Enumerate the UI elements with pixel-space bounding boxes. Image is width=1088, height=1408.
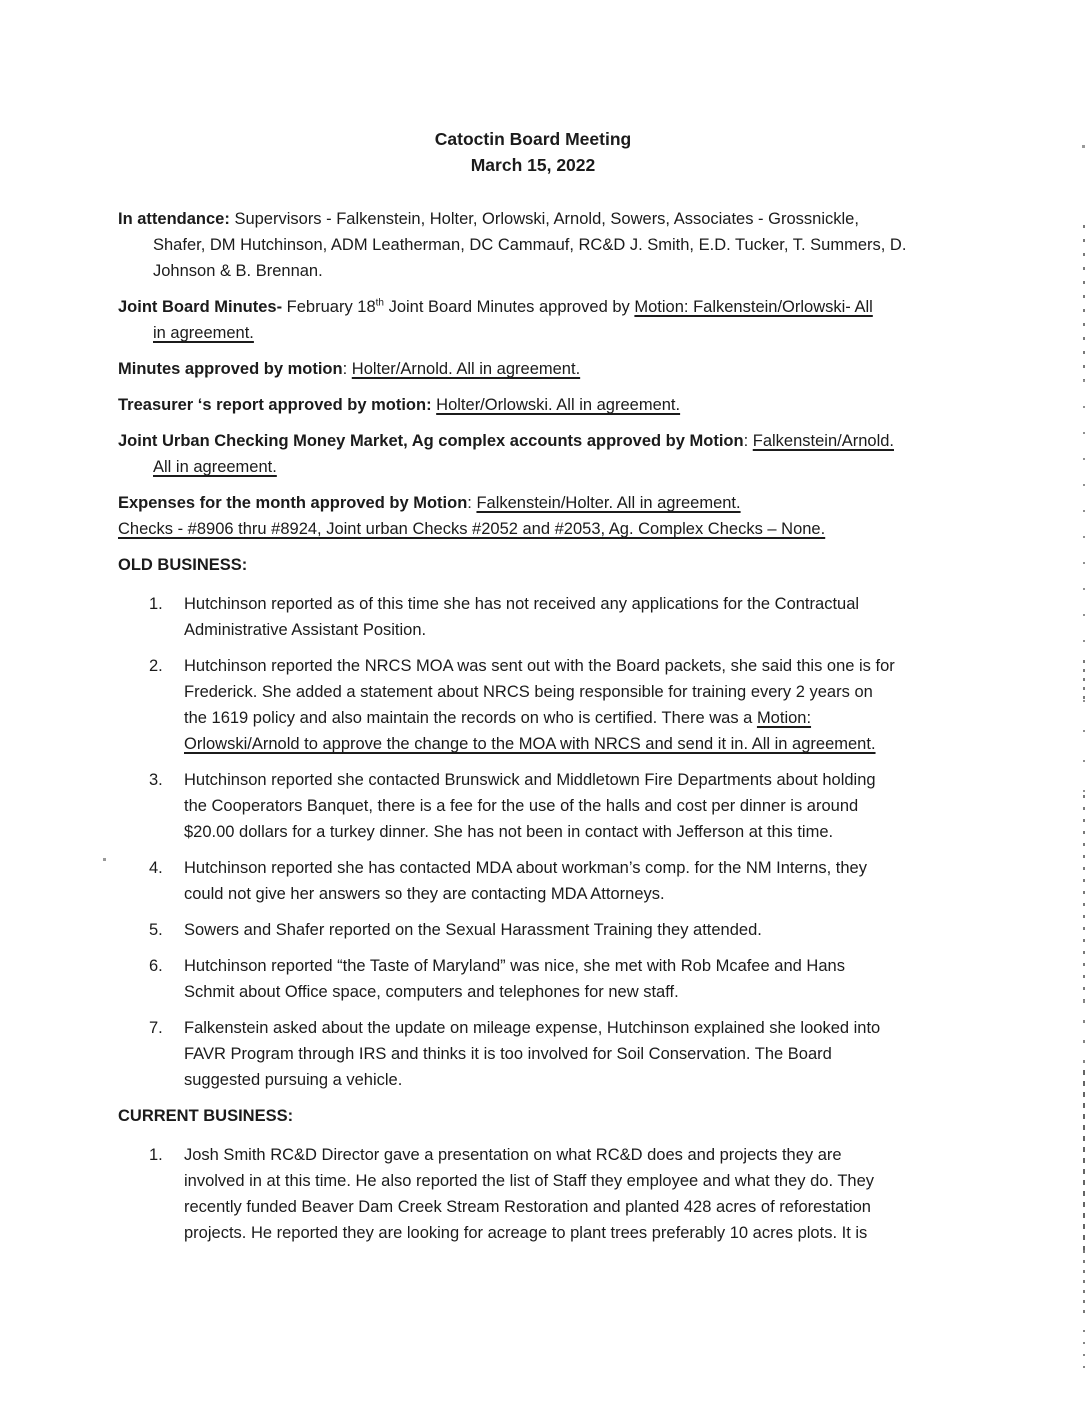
underlined-text: Orlowski/Arnold to approve the change to the MOA with NRCS and send it in. All in agreement. bbox=[184, 735, 876, 753]
list-item-number: 3. bbox=[149, 771, 163, 789]
text-run: : bbox=[342, 360, 352, 378]
list-item-text bbox=[184, 1146, 874, 1242]
text-run: projects. He reported they are looking for acreage to plant trees preferably 10 acres plots. It is bbox=[184, 1224, 868, 1242]
text-run: Frederick. She added a statement about NRCS being responsible for training every 2 years on bbox=[184, 683, 873, 701]
scan-edge-artifact bbox=[1083, 1000, 1085, 1070]
text-run: FAVR Program through IRS and thinks it is too involved for Soil Conservation. The Board bbox=[184, 1045, 832, 1063]
text-run: the 1619 policy and also maintain the records on who is certified. There was a bbox=[184, 709, 757, 727]
numbered-list-item bbox=[118, 953, 1018, 1005]
text-run: Shafer, DM Hutchinson, ADM Leatherman, DC Cammauf, RC&D J. Smith, E.D. Tucker, T. Summers, D. bbox=[153, 236, 907, 254]
bold-label-text: Minutes approved by motion bbox=[118, 360, 343, 378]
scan-edge-artifact bbox=[1083, 1070, 1085, 1250]
text-run: Hutchinson reported as of this time she has not received any applications for the Contractual bbox=[184, 595, 860, 613]
list-item-number: 4. bbox=[149, 859, 163, 877]
text-run: February 18 bbox=[282, 298, 376, 316]
list-item-number: 7. bbox=[149, 1019, 163, 1037]
underlined-text: Falkenstein/Arnold. bbox=[752, 432, 894, 450]
bold-label-text: Treasurer ‘s report approved by motion: bbox=[118, 396, 432, 414]
superscript-text: th bbox=[375, 297, 384, 309]
text-run: Schmit about Office space, computers and telephones for new staff. bbox=[184, 983, 679, 1001]
numbered-list-item bbox=[118, 855, 1018, 907]
text-run: Hutchinson reported “the Taste of Maryland” was nice, she met with Rob Mcafee and Hans bbox=[184, 957, 845, 975]
list-item-text bbox=[184, 771, 876, 841]
scan-edge-artifact bbox=[1083, 225, 1085, 380]
bold-label-text: Expenses for the month approved by Motion bbox=[118, 494, 468, 512]
underlined-text: All in agreement. bbox=[153, 458, 277, 476]
current-business-heading bbox=[118, 1103, 1018, 1129]
numbered-list-item bbox=[118, 653, 1018, 757]
underlined-text: Motion: bbox=[756, 709, 812, 727]
text-run: could not give her answers so they are contacting MDA Attorneys. bbox=[184, 885, 665, 903]
text-run: Hutchinson reported she contacted Brunswick and Middletown Fire Departments about holding bbox=[184, 771, 876, 789]
text-run: Hutchinson reported she has contacted MDA about workman’s comp. for the NM Interns, they bbox=[184, 859, 867, 877]
text-run: involved in at this time. He also reported the list of Staff they employee and what they do. They bbox=[184, 1172, 875, 1190]
document-content bbox=[118, 126, 1018, 1256]
underlined-text: Holter/Arnold. All in agreement. bbox=[351, 360, 581, 378]
underlined-text: Holter/Orlowski. All in agreement. bbox=[436, 396, 681, 414]
bold-label-text: CURRENT BUSINESS: bbox=[118, 1107, 294, 1125]
accounts-approval-paragraph bbox=[118, 428, 1018, 480]
text-run: Johnson & B. Brennan. bbox=[153, 262, 323, 280]
list-item-number: 5. bbox=[149, 921, 163, 939]
numbered-list-item bbox=[118, 1142, 1018, 1246]
underlined-text: in agreement. bbox=[153, 324, 254, 342]
checks-paragraph bbox=[118, 516, 1018, 542]
text-run: $20.00 dollars for a turkey dinner. She has not been in contact with Jefferson at this time. bbox=[184, 823, 834, 841]
list-item-number: 2. bbox=[149, 657, 163, 675]
list-item-text bbox=[184, 859, 867, 903]
text-run: : bbox=[467, 494, 477, 512]
list-item-number: 1. bbox=[149, 1146, 163, 1164]
treasurer-report-paragraph bbox=[118, 392, 1018, 418]
list-item-text bbox=[184, 657, 895, 753]
list-item-text bbox=[184, 595, 859, 639]
text-run: Joint Board Minutes approved by bbox=[383, 298, 635, 316]
numbered-list-item bbox=[118, 591, 1018, 643]
minutes-approval-paragraph bbox=[118, 356, 1018, 382]
attendance-paragraph bbox=[118, 206, 1018, 284]
numbered-list-item bbox=[118, 917, 1018, 943]
document-body bbox=[118, 206, 1018, 1246]
list-item-text bbox=[184, 1019, 880, 1089]
text-run: : bbox=[743, 432, 753, 450]
bold-label-text: OLD BUSINESS: bbox=[118, 556, 248, 574]
scan-edge-artifact bbox=[1083, 660, 1085, 700]
numbered-list-item bbox=[118, 767, 1018, 845]
list-item-number: 6. bbox=[149, 957, 163, 975]
text-run: Supervisors - Falkenstein, Holter, Orlowski, Arnold, Sowers, Associates - Grossnickle, bbox=[229, 210, 859, 228]
bold-label-text: Joint Urban Checking Money Market, Ag complex accounts approved by Motion bbox=[118, 432, 744, 450]
scan-edge-artifact bbox=[1083, 795, 1085, 1000]
scan-dot-artifact bbox=[1082, 145, 1085, 148]
scan-edge-artifact bbox=[1083, 1330, 1085, 1368]
bold-label-text: In attendance: bbox=[118, 210, 230, 228]
text-run: the Cooperators Banquet, there is a fee for the use of the halls and cost per dinner is around bbox=[184, 797, 859, 815]
text-run: Administrative Assistant Position. bbox=[184, 621, 427, 639]
list-item-text bbox=[184, 921, 762, 939]
list-item-number: 1. bbox=[149, 595, 163, 613]
text-run: suggested pursuing a vehicle. bbox=[184, 1071, 403, 1089]
scan-edge-artifact bbox=[1083, 700, 1085, 795]
underlined-text: Motion: Falkenstein/Orlowski- All bbox=[634, 298, 873, 316]
document-title: Catoctin Board Meeting bbox=[434, 129, 632, 149]
scan-edge-artifact bbox=[1083, 1250, 1085, 1315]
scan-edge-artifact bbox=[1083, 380, 1085, 660]
joint-board-minutes-paragraph bbox=[118, 294, 1018, 346]
underlined-text: Checks - #8906 thru #8924, Joint urban Checks #2052 and #2053, Ag. Complex Checks – None. bbox=[118, 520, 826, 538]
old-business-heading bbox=[118, 552, 1018, 578]
text-run: Hutchinson reported the NRCS MOA was sent out with the Board packets, she said this one is for bbox=[184, 657, 895, 675]
list-item-text bbox=[184, 957, 845, 1001]
expenses-approval-paragraph bbox=[118, 490, 1018, 516]
text-run: Falkenstein asked about the update on mileage expense, Hutchinson explained she looked into bbox=[184, 1019, 881, 1037]
bold-label-text: Joint Board Minutes- bbox=[118, 298, 283, 316]
underlined-text: Falkenstein/Holter. All in agreement. bbox=[476, 494, 741, 512]
text-run: Josh Smith RC&D Director gave a presentation on what RC&D does and projects they are bbox=[184, 1146, 842, 1164]
text-run: Sowers and Shafer reported on the Sexual Harassment Training they attended. bbox=[184, 921, 762, 939]
document-date: March 15, 2022 bbox=[470, 155, 596, 175]
text-run: recently funded Beaver Dam Creek Stream Restoration and planted 428 acres of reforestation bbox=[184, 1198, 871, 1216]
numbered-list-item bbox=[118, 1015, 1018, 1093]
scan-dot-artifact bbox=[103, 858, 106, 861]
